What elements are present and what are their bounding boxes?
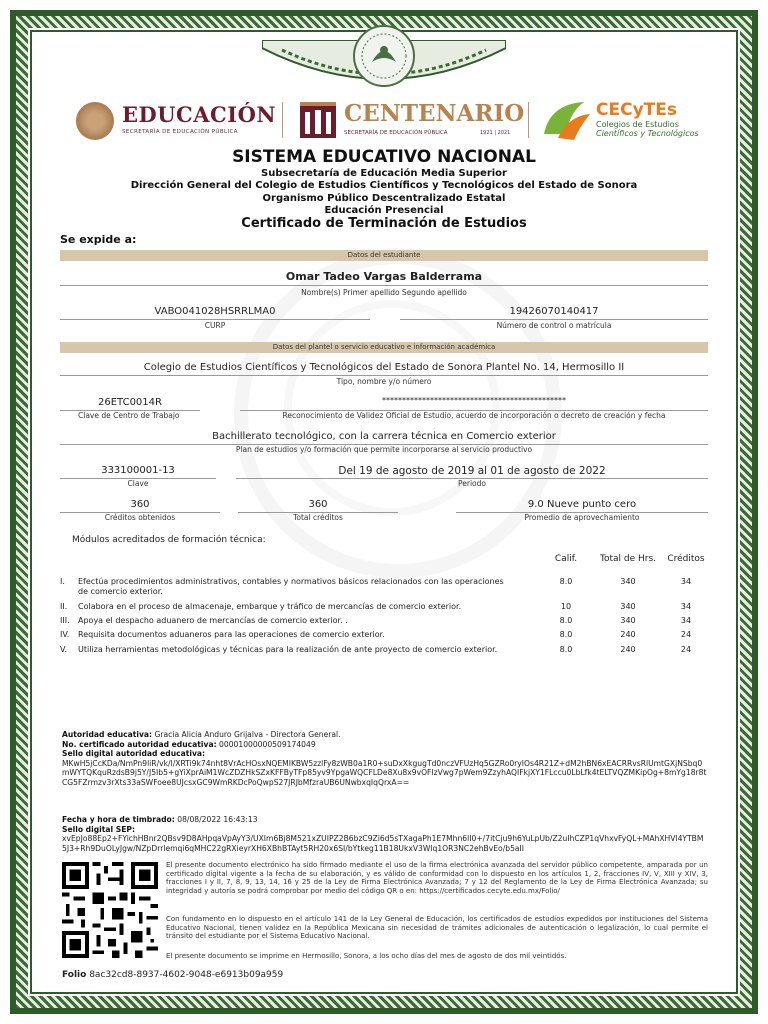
sep-seal-label: Sello digital SEP: — [62, 824, 136, 834]
periodo-value: Del 19 de agosto de 2019 al 01 de agosto de 2022 — [338, 465, 606, 477]
authority-seal-value: MKwH5jCcKDa/NmPn9liR/vk/l/XRTi9k74nht8VrAcHOsxNQEMIKBW5zzlFy8zWB0a1R0+suDxXkgugTd0nczVFUzHq5GZRo0ryIOs4R21Z+dM2hBN6xEACRRvsRlUmtGXjNSbq0mWYTQKquRzdsB9j5Y/J5Ib5+gYiXprAiM1WcZDZHkSZxKFFByTFp85yv9YpgaWQCFLDe8Xu8x9vOFIzVwg7pWem9ZzyhAQIFkjXY1FLccu0LbLfk4tELTVQZMKipOg+8mYg18r8tCG5FZrmzv3rXts33aSWFoee8UJcsxGC9WmRKDcPoQwpS27JRJbMfzraUB6UNwbxqIqQrxA== — [62, 758, 707, 787]
school-name: Colegio de Estudios Científicos y Tecnológicos del Estado de Sonora Plantel No. 14, Hermosillo II — [143, 362, 625, 373]
authority-label: Autoridad educativa: — [62, 730, 153, 739]
col-total-hrs: Total de Hrs. — [599, 554, 656, 564]
module-calif: 8.0 — [559, 645, 573, 654]
total-creditos-caption: Total créditos — [293, 513, 343, 522]
legal-paragraph-printed: El presente documento se imprime en Hermosillo, Sonora, a los ocho días del mes de agosto de dos mil veintidós. — [166, 952, 567, 960]
authority-cert-label: No. certificado autoridad educativa: — [62, 739, 217, 749]
modalidad-line: Educación Presencial — [324, 205, 444, 216]
folio-line — [62, 970, 283, 980]
student-name-caption: Nombre(s) Primer apellido Segundo apellido — [301, 288, 467, 297]
col-creditos: Créditos — [667, 554, 705, 564]
logo-divider — [528, 102, 529, 138]
rvoe-caption: Reconocimiento de Validez Oficial de Estudio, acuerdo de incorporación o decreto de creación y fecha — [282, 411, 666, 420]
module-number: III. — [60, 616, 70, 625]
educacion-logo-subtitle: SECRETARÍA DE EDUCACIÓN PÚBLICA — [122, 129, 238, 135]
timbre-date-line — [62, 815, 708, 825]
school-name-caption: Tipo, nombre y/o número — [336, 377, 432, 386]
subsecretaria-line: Subsecretaría de Educación Media Superior — [261, 168, 507, 179]
module-hrs: 240 — [620, 645, 636, 654]
module-creditos: 34 — [680, 616, 692, 625]
sep-eagle-icon — [76, 102, 114, 140]
control-rule — [400, 319, 708, 320]
legal-paragraph-signature: El presente documento electrónico ha sido firmado mediante el uso de la firma electrónica avanzada del servidor público competente, amparada por un certificado digital vigente a la fecha de su elaboración, y es válido de conformidad con lo dispuesto en los artículos 1, 2, fracciones IV, V, XIII y XIV, 3, fracciones I y II, 7, 8, 9, 13, 14, 16 y 25 de la Ley de Firma Electrónica Avanzada; 7 y 12 del Reglamento de la Ley de Firma Electrónica Avanzada; su integridad y autoría se podrá comprobar por medio del código QR o en: https://certificados.cecyte.edu.mx/Folio/ — [166, 861, 708, 895]
module-text: Colabora en el proceso de almacenaje, embarque y tráfico de mercancías de comercio exterior. — [78, 602, 462, 611]
national-seal-icon — [344, 24, 424, 94]
centenario-logo-subtitle: SECRETARÍA DE EDUCACIÓN PÚBLICA — [344, 130, 448, 136]
plan-value: Bachillerato tecnológico, con la carrera técnica en Comercio exterior — [212, 431, 556, 442]
module-hrs: 340 — [620, 602, 636, 611]
timbre-date-value: 08/08/2022 16:43:13 — [177, 815, 258, 824]
logo-divider — [282, 102, 283, 138]
organismo-line: Organismo Público Descentralizado Estatal — [262, 193, 506, 204]
student-name: Omar Tadeo Vargas Balderrama — [285, 270, 483, 283]
creditos-obtenidos-caption: Créditos obtenidos — [104, 513, 176, 522]
cecytes-logo — [540, 96, 700, 146]
school-section-header: Datos del plantel o servicio educativo e información académica — [60, 342, 708, 353]
module-hrs: 340 — [620, 577, 636, 586]
module-text: Apoya el despacho aduanero de mercancías de comercio exterior. . — [78, 616, 348, 625]
certificate-title: Certificado de Terminación de Estudios — [241, 216, 527, 231]
module-calif: 8.0 — [559, 577, 573, 586]
building-icon — [298, 100, 338, 140]
timbre-block — [62, 815, 708, 853]
cecytes-logo-title: CECyTEs — [596, 100, 677, 120]
control-number-caption: Número de control o matrícula — [496, 321, 612, 330]
cecytes-leaf-icon — [540, 98, 594, 142]
authority-cert-value: 00001000000509174049 — [219, 739, 316, 749]
plan-caption: Plan de estudios y/o formación que permite incorporarse al servicio productivo — [235, 445, 533, 454]
creditos-obtenidos-value: 360 — [130, 499, 150, 510]
module-number: II. — [60, 602, 68, 611]
curp-value: VABO041028HSRRLMA0 — [154, 306, 276, 317]
name-rule — [60, 285, 708, 286]
sep-seal-value: xvEpJo88Ep2+FYichHBnr2QBsv9D8AHpqaVpAyY3/UXIm6Bj8M521xZUIPZ2B6bzC9Zi6d5sTXagaPh1E7Mhn6lI0+/7itCju9h6YuLpUb/Z2uIhCZP1qVhxvFyQL+MAhXHVl4YTBM5J3+Rh9DuOLyJgw/NZpDrrlemqi6qMHC22gRXieyrXH6XBhBTAyt5RH20x6SI/bYtkeg11B18UkxV3Wlq1OR3NC2ehBvEo/b5aII — [62, 834, 704, 853]
module-creditos: 34 — [680, 602, 692, 611]
se-expide-label: Se expide a: — [60, 233, 137, 246]
authority-cert-line — [62, 740, 708, 750]
authority-value: Gracia Alicia Anduro Grijalva - Directora General. — [154, 730, 341, 739]
educacion-logo-title: EDUCACIÓN — [122, 102, 277, 127]
centenario-years: 1921 | 2021 — [480, 130, 511, 136]
folio-value: 8ac32cd8-8937-4602-9048-e6913b09a959 — [89, 970, 284, 980]
curp-caption: CURP — [204, 321, 226, 330]
module-hrs: 240 — [620, 630, 636, 639]
periodo-caption: Periodo — [458, 479, 486, 488]
module-creditos: 34 — [680, 577, 692, 586]
modules-heading: Módulos acreditados de formación técnica: — [72, 535, 266, 545]
cct-value: 26ETC0014R — [98, 397, 162, 408]
centenario-logo-title: CENTENARIO — [344, 100, 525, 127]
folio-label: Folio — [62, 970, 87, 980]
total-creditos-value: 360 — [308, 499, 328, 510]
logos-row — [76, 96, 699, 146]
curp-rule — [60, 319, 370, 320]
module-number: I. — [60, 577, 65, 586]
educacion-logo — [76, 98, 276, 144]
module-text: Requisita documentos aduaneros para las operaciones de comercio exterior. — [78, 630, 385, 639]
module-number: IV. — [60, 630, 70, 639]
authority-seal-line — [62, 749, 708, 759]
authority-seal-label: Sello digital autoridad educativa: — [62, 749, 206, 758]
qr-code-icon[interactable] — [62, 862, 158, 958]
authority-line — [62, 730, 708, 740]
centenario-logo — [298, 98, 525, 144]
rvoe-value: ********************************************** — [382, 396, 566, 405]
module-calif: 8.0 — [559, 616, 573, 625]
cecytes-logo-subtitle-1: Colegios de Estudios — [596, 120, 679, 129]
col-calif: Calif. — [554, 554, 578, 564]
module-creditos: 24 — [680, 630, 692, 639]
clave-caption: Clave — [127, 479, 149, 488]
module-calif: 10 — [560, 602, 572, 611]
system-title: SISTEMA EDUCATIVO NACIONAL — [232, 147, 536, 167]
school-rule — [60, 375, 708, 376]
student-section-header: Datos del estudiante — [60, 250, 708, 261]
module-calif: 8.0 — [559, 630, 573, 639]
module-number: V. — [60, 645, 67, 654]
module-text: Efectúa procedimientos administrativos, contables y normativos básicos relacionados con las operaciones de comercio exterior. — [78, 577, 504, 596]
control-number-value: 19426070140417 — [509, 306, 599, 317]
promedio-caption: Promedio de aprovechamiento — [524, 513, 640, 522]
legal-paragraph-validity: Con fundamento en lo dispuesto en el artículo 141 de la Ley General de Educación, los certificados de estudios expedidos por instituciones del Sistema Educativo Nacional, tienen validez en la República Mexicana sin necesidad de trámites adicionales de autenticación o legalización, lo cual permite el tránsito del estudiante por el Sistema Educativo Nacional. — [166, 915, 708, 941]
promedio-value: 9.0 Nueve punto cero — [527, 499, 637, 510]
cct-caption: Clave de Centro de Trabajo — [78, 411, 180, 420]
module-hrs: 340 — [620, 616, 636, 625]
module-creditos: 24 — [680, 645, 692, 654]
clave-value: 333100001-13 — [101, 465, 175, 476]
sep-seal-line — [62, 825, 708, 835]
timbre-date-label: Fecha y hora de timbrado: — [62, 815, 175, 824]
authority-block — [62, 730, 708, 787]
module-text: Utiliza herramientas metodológicas y técnicas para la realización de ante proyecto de comercio exterior. — [78, 645, 498, 654]
direccion-line: Dirección General del Colegio de Estudios Científicos y Tecnológicos del Estado de Sonora — [130, 180, 638, 191]
cecytes-logo-subtitle-2: Científicos y Tecnológicos — [596, 129, 699, 138]
